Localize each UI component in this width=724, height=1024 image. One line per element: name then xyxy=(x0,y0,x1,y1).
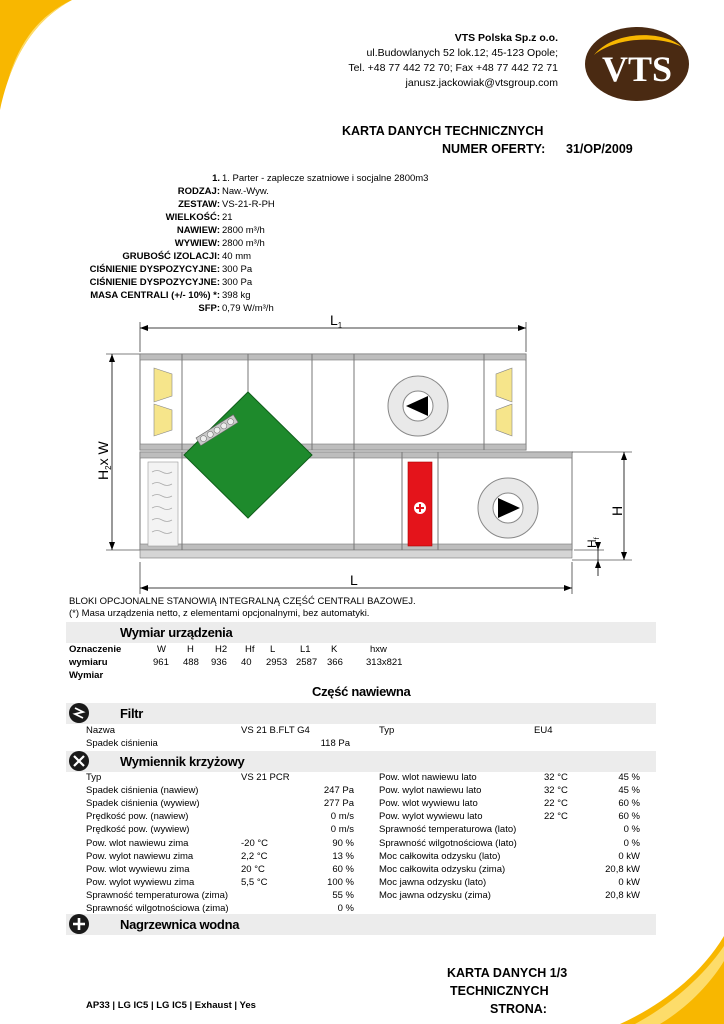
exchanger-row-label: Sprawność wilgotnościowa (lato) xyxy=(379,837,517,849)
exchanger-row-label: Moc jawna odzysku (zima) xyxy=(379,889,491,901)
filter-name-value: VS 21 B.FLT G4 xyxy=(241,725,310,736)
exchanger-row-mid: 32 °C xyxy=(544,785,568,797)
exchanger-row-label: Sprawność temperaturowa (lato) xyxy=(379,824,517,836)
exchanger-row-label: Pow. wylot nawiewu lato xyxy=(379,785,482,797)
spec-label: 1. xyxy=(212,173,220,184)
dim-label-H2W xyxy=(95,441,113,480)
spec-label: NAWIEW: xyxy=(176,225,220,236)
exchanger-row-mid: 32 °C xyxy=(544,772,568,783)
spec-label: ZESTAW: xyxy=(178,199,220,210)
exchanger-row-mid: 20 °C xyxy=(241,863,265,875)
dimensions-title: Wymiar urządzenia xyxy=(120,625,233,640)
offer-number: 31/OP/2009 xyxy=(566,142,633,156)
exchanger-row-label: Pow. wylot wywiewu lato xyxy=(379,811,483,823)
exchanger-row-label: Moc całkowita odzysku (zima) xyxy=(379,863,506,875)
dim-label-L: L xyxy=(350,572,358,588)
dim-header: W xyxy=(157,644,166,655)
filter-type-label: Typ xyxy=(379,725,395,736)
spec-row xyxy=(0,225,265,236)
company-info xyxy=(348,31,558,91)
spec-label: GRUBOŚĆ IZOLACJI: xyxy=(122,251,220,262)
spec-row xyxy=(0,251,251,262)
filter-drop-label: Spadek ciśnienia xyxy=(86,738,158,749)
footer-title-3: STRONA: xyxy=(490,1002,547,1016)
exchanger-row-label: Prędkość pow. (nawiew) xyxy=(86,811,189,823)
dim-header: H xyxy=(187,644,194,655)
dim-header: Hf xyxy=(245,644,255,655)
exchanger-row-mid: 22 °C xyxy=(544,798,568,810)
spec-row xyxy=(0,290,251,301)
notes xyxy=(69,596,416,620)
filter-icon xyxy=(68,702,90,724)
heater-title: Nagrzewnica wodna xyxy=(120,917,240,932)
dim-value: 366 xyxy=(327,657,343,668)
note-line-1: BLOKI OPCJONALNE STANOWIĄ INTEGRALNĄ CZĘŚĆ CENTRALI BAZOWEJ. xyxy=(69,596,416,607)
spec-value: 0,79 W/m³/h xyxy=(222,303,274,314)
spec-row xyxy=(0,186,269,197)
exchanger-row-mid: -20 °C xyxy=(241,837,269,849)
company-name: VTS Polska Sp.z o.o. xyxy=(454,32,558,44)
filter-band xyxy=(66,703,656,724)
spec-value: 2800 m³/h xyxy=(222,238,265,249)
exchanger-row-value: 0 m/s xyxy=(330,811,354,823)
dim-label-Hf-sub: f xyxy=(594,537,601,540)
filter-title: Filtr xyxy=(120,706,144,721)
dim-label-1: Oznaczenie xyxy=(69,644,122,655)
company-email: janusz.jackowiak@vtsgroup.com xyxy=(405,77,558,89)
vts-logo-text: VTS xyxy=(601,49,673,89)
exchanger-row-value: 20,8 kW xyxy=(605,863,640,875)
exchanger-row-value: 277 Pa xyxy=(323,798,354,810)
exchanger-title: Wymiennik krzyżowy xyxy=(120,754,245,769)
company-address: ul.Budowlanych 52 lok.12; 45-123 Opole; xyxy=(366,47,558,59)
dim-label-3: Wymiar xyxy=(69,670,104,681)
exchanger-row-label: Moc całkowita odzysku (lato) xyxy=(379,850,501,862)
vts-logo xyxy=(584,25,690,103)
spec-label: SFP: xyxy=(198,303,220,314)
spec-label: CIŚNIENIE DYSPOZYCYJNE: xyxy=(89,277,220,288)
supply-section-title: Część nawiewna xyxy=(312,684,411,699)
exchanger-row-value: 45 % xyxy=(618,785,640,797)
exchanger-row-mid: VS 21 PCR xyxy=(241,772,290,783)
dim-label-2: wymiaru xyxy=(69,657,108,668)
footer-code: AP33 | LG IC5 | LG IC5 | Exhaust | Yes xyxy=(86,1000,256,1011)
dim-label-Hf-main: H xyxy=(585,539,599,548)
exchanger-row-value: 0 % xyxy=(623,837,640,849)
exchanger-row-label: Sprawność temperaturowa (zima) xyxy=(86,889,229,901)
exchanger-row-value: 0 m/s xyxy=(330,824,354,836)
dim-value: 313x821 xyxy=(366,657,403,668)
exchanger-row-label: Sprawność wilgotnościowa (zima) xyxy=(86,903,229,914)
dim-value: 936 xyxy=(211,657,227,668)
heater-plus-icon xyxy=(68,913,90,935)
exchanger-row-label: Pow. wlot wywiewu lato xyxy=(379,798,478,810)
spec-row xyxy=(0,173,428,184)
dim-value: 961 xyxy=(153,657,169,668)
spec-value: 2800 m³/h xyxy=(222,225,265,236)
dim-value: 40 xyxy=(241,657,252,668)
spec-row xyxy=(0,264,252,275)
dim-header: K xyxy=(331,644,338,655)
exchanger-row-label: Spadek ciśnienia (wywiew) xyxy=(86,798,200,810)
spec-label: MASA CENTRALI (+/- 10%) *: xyxy=(90,290,220,301)
offer-label: NUMER OFERTY: xyxy=(442,142,546,156)
spec-label: RODZAJ: xyxy=(177,186,220,197)
unit-drawing xyxy=(92,312,652,594)
exchanger-row-label: Pow. wylot wywiewu zima xyxy=(86,876,195,888)
dim-label-H2W-sub: 2 xyxy=(104,465,113,470)
dim-value: 488 xyxy=(183,657,199,668)
footer-title-2: TECHNICZNYCH xyxy=(450,984,549,998)
spec-row xyxy=(0,212,233,223)
dim-header: hxw xyxy=(370,644,387,655)
exchanger-row-mid: 5,5 °C xyxy=(241,876,268,888)
dim-header: H2 xyxy=(215,644,228,655)
exchanger-row-label: Spadek ciśnienia (nawiew) xyxy=(86,785,199,797)
dim-label-L1-main: L xyxy=(330,312,338,328)
spec-value: 40 mm xyxy=(222,251,252,262)
company-phone: Tel. +48 77 442 72 70; Fax +48 77 442 72 71 xyxy=(348,62,558,74)
exchanger-row-label: Pow. wlot nawiewu lato xyxy=(379,772,477,783)
exchanger-row-label: Moc jawna odzysku (lato) xyxy=(379,876,487,888)
exchanger-row-value: 90 % xyxy=(332,837,354,849)
exchanger-row-mid: 22 °C xyxy=(544,811,568,823)
exchanger-row-value: 247 Pa xyxy=(323,785,354,797)
filter-name-label: Nazwa xyxy=(86,725,116,736)
exchanger-row-mid: 2,2 °C xyxy=(241,850,268,862)
filter-drop-value: 118 Pa xyxy=(320,738,350,749)
exchanger-row-value: 20,8 kW xyxy=(605,889,640,901)
dim-label-H: H xyxy=(609,505,625,516)
exchanger-row-label: Pow. wlot nawiewu zima xyxy=(86,837,189,849)
spec-value: 21 xyxy=(222,212,233,223)
exchanger-row-label: Pow. wylot nawiewu zima xyxy=(86,850,194,862)
exchanger-row-value: 60 % xyxy=(332,863,354,875)
exchanger-row-value: 60 % xyxy=(618,811,640,823)
exchanger-row-value: 100 % xyxy=(327,876,354,888)
spec-row xyxy=(0,238,265,249)
spec-label: WYWIEW: xyxy=(174,238,220,249)
exchanger-row-value: 0 % xyxy=(623,824,640,836)
dim-header: L1 xyxy=(300,644,311,655)
corner-swoosh-bottom-right xyxy=(600,936,724,1024)
dim-value: 2953 xyxy=(266,657,288,668)
dim-label-H2W-main: H xyxy=(95,469,111,480)
exchanger-row-value: 45 % xyxy=(618,772,640,783)
dim-label-Hf xyxy=(585,537,601,548)
exchanger-row-value: 55 % xyxy=(332,889,354,901)
dim-label-L1 xyxy=(330,312,343,330)
spec-value: VS-21-R-PH xyxy=(222,199,275,210)
cross-exchanger-icon xyxy=(68,750,90,772)
exchanger-row-label: Prędkość pow. (wywiew) xyxy=(86,824,190,836)
dim-label-H2W-rest: x W xyxy=(95,441,111,466)
spec-label: CIŚNIENIE DYSPOZYCYJNE: xyxy=(89,264,220,275)
spec-row xyxy=(0,277,252,288)
spec-value: 398 kg xyxy=(222,290,251,301)
document-title: KARTA DANYCH TECHNICZNYCH xyxy=(342,124,544,138)
spec-value: 300 Pa xyxy=(222,277,253,288)
spec-row xyxy=(0,199,275,210)
exchanger-row-value: 0 kW xyxy=(618,876,640,888)
corner-swoosh-top-left xyxy=(0,0,80,120)
spec-value: 1. Parter - zaplecze szatniowe i socjalne 2800m3 xyxy=(222,173,429,184)
spec-value: Naw.-Wyw. xyxy=(222,186,269,197)
note-line-2: (*) Masa urządzenia netto, z elementami opcjonalnymi, bez automatyki. xyxy=(69,608,370,619)
exchanger-row-label: Pow. wlot wywiewu zima xyxy=(86,863,190,875)
exchanger-row-label: Typ xyxy=(86,772,102,783)
dim-label-L1-sub: 1 xyxy=(337,321,343,330)
exchanger-row-value: 60 % xyxy=(618,798,640,810)
exchanger-row-value: 13 % xyxy=(332,850,354,862)
filter-type-value: EU4 xyxy=(534,725,553,736)
spec-label: WIELKOŚĆ: xyxy=(165,212,220,223)
spec-value: 300 Pa xyxy=(222,264,253,275)
footer-title-1: KARTA DANYCH 1/3 xyxy=(447,966,568,980)
exchanger-row-value: 0 % xyxy=(337,903,354,914)
exchanger-row-value: 0 kW xyxy=(618,850,640,862)
dim-header: L xyxy=(270,644,276,655)
dim-value: 2587 xyxy=(296,657,318,668)
